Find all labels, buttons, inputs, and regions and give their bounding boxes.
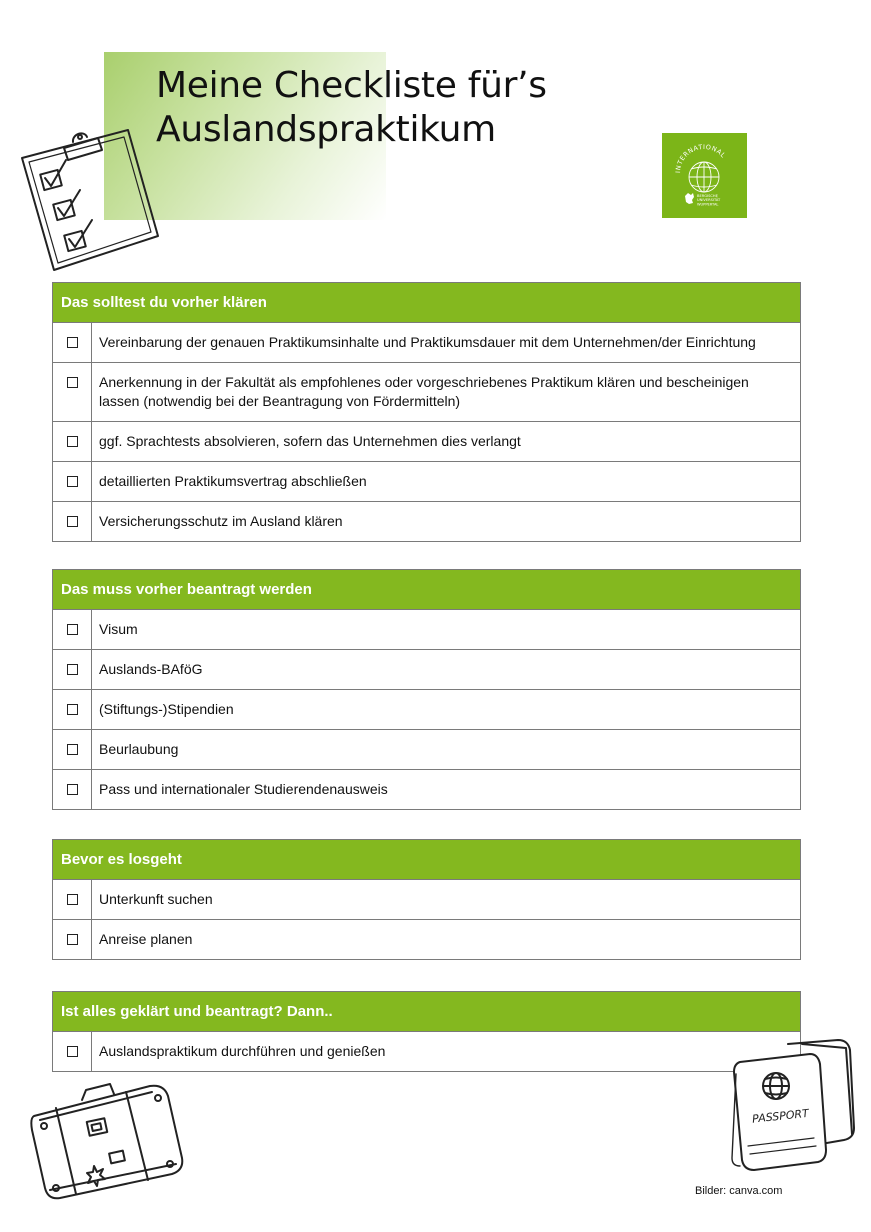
- section-bevor-es-losgeht: [52, 839, 801, 960]
- checklist-row: [53, 363, 801, 422]
- logo-org-text: BERGISCHE UNIVERSITÄT WUPPERTAL: [697, 194, 721, 207]
- checkbox[interactable]: [67, 704, 78, 715]
- clipboard-icon: [18, 122, 168, 282]
- checklist-item-text: detaillierten Praktikumsvertrag abschließen: [92, 462, 801, 502]
- checkbox[interactable]: [67, 744, 78, 755]
- checklist-item-text: (Stiftungs-)Stipendien: [92, 690, 801, 730]
- checkbox[interactable]: [67, 436, 78, 447]
- checkbox[interactable]: [67, 377, 78, 388]
- checkbox[interactable]: [67, 894, 78, 905]
- section-vorher-klaeren: [52, 282, 801, 542]
- checklist-row: [53, 462, 801, 502]
- checklist-item-text: ggf. Sprachtests absolvieren, sofern das Unternehmen dies verlangt: [92, 422, 801, 462]
- checklist-item-text: Versicherungsschutz im Ausland klären: [92, 502, 801, 542]
- logo-arc-text: INTERNATIONAL: [673, 142, 728, 174]
- globe-icon: [689, 162, 719, 192]
- checklist-row: [53, 323, 801, 363]
- section-dann: [52, 991, 801, 1072]
- checklist-row: [53, 502, 801, 542]
- checklist-row: [53, 610, 801, 650]
- checkbox[interactable]: [67, 337, 78, 348]
- section-heading: Ist alles geklärt und beantragt? Dann..: [53, 992, 801, 1032]
- title-line-1: Meine Checkliste für’s: [156, 65, 547, 106]
- checklist-item-text: Auslands-BAföG: [92, 650, 801, 690]
- international-logo: [662, 133, 747, 218]
- checkbox[interactable]: [67, 784, 78, 795]
- checklist-item-text: Anreise planen: [92, 920, 801, 960]
- section-heading: Das solltest du vorher klären: [53, 283, 801, 323]
- checklist-row: [53, 1032, 801, 1072]
- checklist-item-text: Visum: [92, 610, 801, 650]
- checkbox[interactable]: [67, 516, 78, 527]
- checklist-item-text: Auslandspraktikum durchführen und genießen: [92, 1032, 801, 1072]
- checkbox[interactable]: [67, 664, 78, 675]
- checkbox[interactable]: [67, 476, 78, 487]
- checklist-item-text: Vereinbarung der genauen Praktikumsinhalte und Praktikumsdauer mit dem Unternehmen/der Einrichtung: [92, 323, 801, 363]
- checkbox[interactable]: [67, 934, 78, 945]
- lion-emblem-icon: [685, 193, 694, 204]
- checklist-row: [53, 690, 801, 730]
- checkbox[interactable]: [67, 1046, 78, 1057]
- checklist-item-text: Unterkunft suchen: [92, 880, 801, 920]
- passport-label: PASSPORT: [751, 1106, 810, 1126]
- checklist-row: [53, 650, 801, 690]
- checklist-item-text: Anerkennung in der Fakultät als empfohlenes oder vorgeschriebenes Praktikum klären und bescheinigen lassen (notwendig bei der Beantragung von Fördermitteln): [92, 363, 801, 422]
- checklist-row: [53, 880, 801, 920]
- checklist-item-text: Beurlaubung: [92, 730, 801, 770]
- checkbox[interactable]: [67, 624, 78, 635]
- passport-icon: [728, 1038, 858, 1178]
- suitcase-icon: [30, 1078, 190, 1208]
- image-credits: Bilder: canva.com: [695, 1185, 783, 1197]
- checklist-item-text: Pass und internationaler Studierendenausweis: [92, 770, 801, 810]
- checklist-row: [53, 920, 801, 960]
- section-heading: Das muss vorher beantragt werden: [53, 570, 801, 610]
- section-vorher-beantragen: [52, 569, 801, 810]
- checklist-row: [53, 730, 801, 770]
- svg-text:INTERNATIONAL: [674, 143, 727, 173]
- page-title: [156, 64, 716, 152]
- section-heading: Bevor es losgeht: [53, 840, 801, 880]
- checklist-row: [53, 770, 801, 810]
- title-line-2: Auslandspraktikum: [156, 109, 496, 150]
- checklist-row: [53, 422, 801, 462]
